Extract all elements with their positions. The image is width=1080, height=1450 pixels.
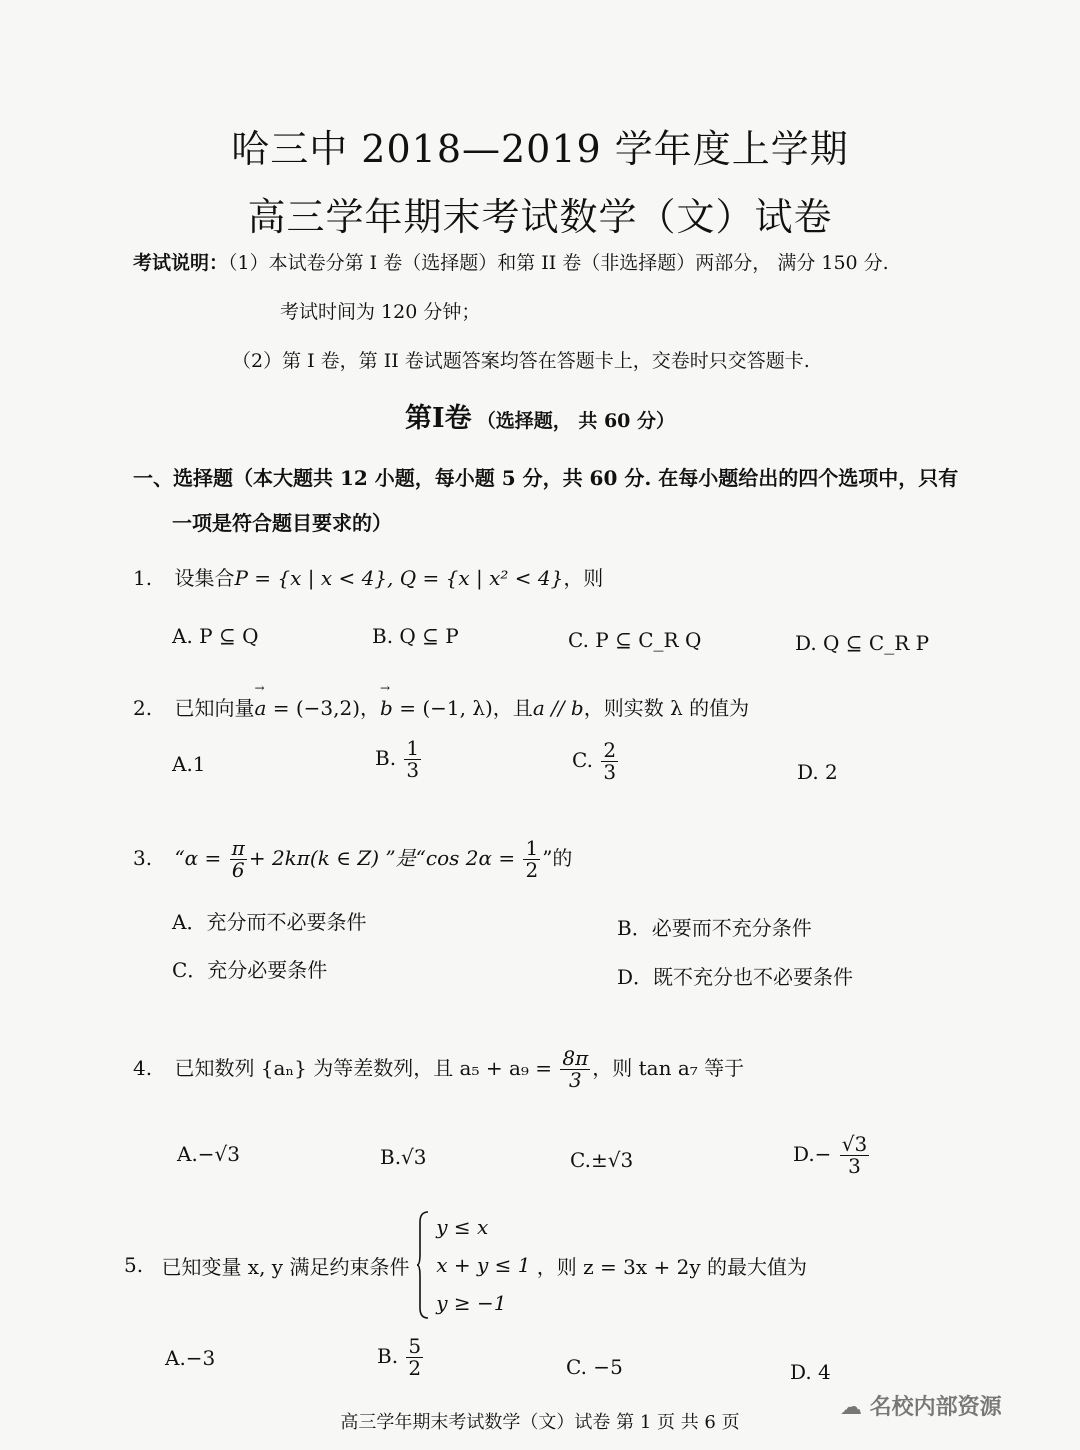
question-number: 2. <box>133 696 153 720</box>
q4-option-b: B.√3 <box>380 1145 427 1169</box>
fraction <box>406 1336 423 1379</box>
question-2 <box>133 692 749 721</box>
part1-intro-line2: 一项是符合题目要求的） <box>172 511 392 535</box>
instructions-line1 <box>133 248 889 275</box>
fraction-numerator: π <box>231 836 245 860</box>
question-text: 已知变量 x, y 满足约束条件 <box>161 1254 410 1279</box>
instructions-item1: （1）本试卷分第 I 卷（选择题）和第 II 卷（非选择题）两部分， 满分 150 分. <box>228 252 889 274</box>
question-number: 4. <box>133 1056 153 1080</box>
instructions-item1-cont: 考试时间为 120 分钟； <box>280 301 481 323</box>
vector-a: → a <box>254 696 266 720</box>
vector-b-value: = (−1, λ)，且 <box>392 696 533 720</box>
q1-option-d: D. Q ⊆ C_R P <box>795 631 930 655</box>
section-title: 第Ⅰ卷 <box>404 403 472 434</box>
q3-option-c: C．充分必要条件 <box>172 958 328 982</box>
left-brace <box>416 1210 430 1320</box>
fraction-denominator: 6 <box>231 858 245 882</box>
q4-option-c: C.±√3 <box>570 1148 634 1172</box>
vector-b: → b <box>380 696 393 720</box>
fraction-denominator: 3 <box>603 760 617 784</box>
fraction-pi-over-6 <box>230 838 247 881</box>
instructions-label: 考试说明： <box>133 252 229 274</box>
fraction <box>404 738 421 781</box>
constraint-2: x + y ≤ 1 <box>436 1253 531 1277</box>
question-1 <box>133 562 603 591</box>
question-text-end: ，则 z = 3x + 2y 的最大值为 <box>536 1254 808 1279</box>
q3-option-a: A．充分而不必要条件 <box>172 910 367 934</box>
q5-option-a: A.−3 <box>165 1346 216 1370</box>
fraction-one-half <box>523 838 540 881</box>
fraction-denominator: 2 <box>408 1356 422 1380</box>
q4-option-d <box>793 1134 871 1177</box>
part1-intro-line1: 一、选择题（本大题共 12 小题，每小题 5 分，共 60 分. 在每小题给出的四个选项中，只有 <box>133 466 959 490</box>
q1-option-b: B. Q ⊆ P <box>372 624 459 648</box>
fraction-denominator: 3 <box>568 1068 582 1092</box>
constraint-1: y ≤ x <box>436 1215 489 1239</box>
option-label: D.− <box>793 1142 832 1166</box>
question-5 <box>124 1208 807 1322</box>
fraction-numerator: 5 <box>408 1334 422 1358</box>
q2-option-d: D. 2 <box>797 760 838 784</box>
option-label: C. <box>572 748 593 772</box>
q2-option-a: A.1 <box>172 752 206 776</box>
q1-option-a: A. P ⊆ Q <box>172 624 259 648</box>
q2-option-b <box>375 738 423 781</box>
option-label: B. <box>377 1344 399 1368</box>
q5-option-c: C. −5 <box>566 1355 623 1379</box>
question-number: 3. <box>133 846 153 870</box>
question-text: 设集合 <box>174 566 235 590</box>
q5-option-d: D. 4 <box>790 1360 831 1384</box>
question-math: + 2kπ(k ∈ Z) ”是“cos 2α = <box>248 846 516 870</box>
fraction-numerator: 8π <box>562 1046 589 1070</box>
fraction-denominator: 3 <box>406 758 420 782</box>
q5-option-b <box>377 1336 425 1379</box>
page-footer: 高三学年期末考试数学（文）试卷 第 1 页 共 6 页 <box>340 1412 740 1433</box>
option-label: B. <box>375 746 397 770</box>
watermark-text: 名校内部资源 <box>869 1395 1002 1420</box>
q3-option-b: B．必要而不充分条件 <box>617 916 812 940</box>
q2-option-c <box>572 740 620 783</box>
question-text: “α = <box>174 846 222 870</box>
section-subtitle: （选择题， 共 60 分） <box>476 410 676 432</box>
fraction-numerator: 1 <box>406 736 420 760</box>
question-text-end: ，则实数 λ 的值为 <box>583 696 750 720</box>
exam-title-line2: 高三学年期末考试数学（文）试卷 <box>247 195 833 239</box>
parallel-relation: a // b <box>532 696 584 720</box>
constraint-system <box>436 1208 530 1322</box>
wechat-icon: ☁ <box>840 1395 862 1420</box>
fraction-numerator: 1 <box>525 836 539 860</box>
question-number: 5. <box>124 1253 144 1277</box>
question-text: 已知向量 <box>174 696 255 720</box>
fraction <box>601 740 618 783</box>
q4-option-a: A.−√3 <box>177 1142 241 1166</box>
fraction <box>840 1134 869 1177</box>
constraint-3: y ≥ −1 <box>436 1291 507 1315</box>
instructions-item2: （2）第 I 卷，第 II 卷试题答案均答在答题卡上，交卷时只交答题卡. <box>232 350 810 372</box>
question-number: 1. <box>133 566 153 590</box>
question-text: 已知数列 {aₙ} 为等差数列，且 a₅ + a₉ = <box>174 1056 553 1080</box>
q1-option-c: C. P ⊆ C_R Q <box>568 628 702 652</box>
q3-option-d: D．既不充分也不必要条件 <box>617 965 854 989</box>
fraction-numerator: 2 <box>603 738 617 762</box>
fraction-denominator: 3 <box>848 1154 861 1178</box>
question-3 <box>133 838 572 881</box>
fraction-numerator: √3 <box>841 1132 868 1156</box>
question-text-end: ”的 <box>542 846 573 870</box>
vector-a-value: = (−3,2)， <box>266 696 381 720</box>
fraction-8pi-over-3 <box>560 1048 590 1091</box>
question-text-end: ，则 <box>563 566 604 590</box>
exam-title-line1: 哈三中 2018—2019 学年度上学期 <box>231 127 849 171</box>
question-math: P = {x | x < 4}, Q = {x | x² < 4} <box>234 566 564 590</box>
fraction-denominator: 2 <box>525 858 539 882</box>
question-4 <box>133 1048 744 1091</box>
section-heading <box>0 396 1080 435</box>
question-text-end: ，则 tan a₇ 等于 <box>592 1056 745 1080</box>
